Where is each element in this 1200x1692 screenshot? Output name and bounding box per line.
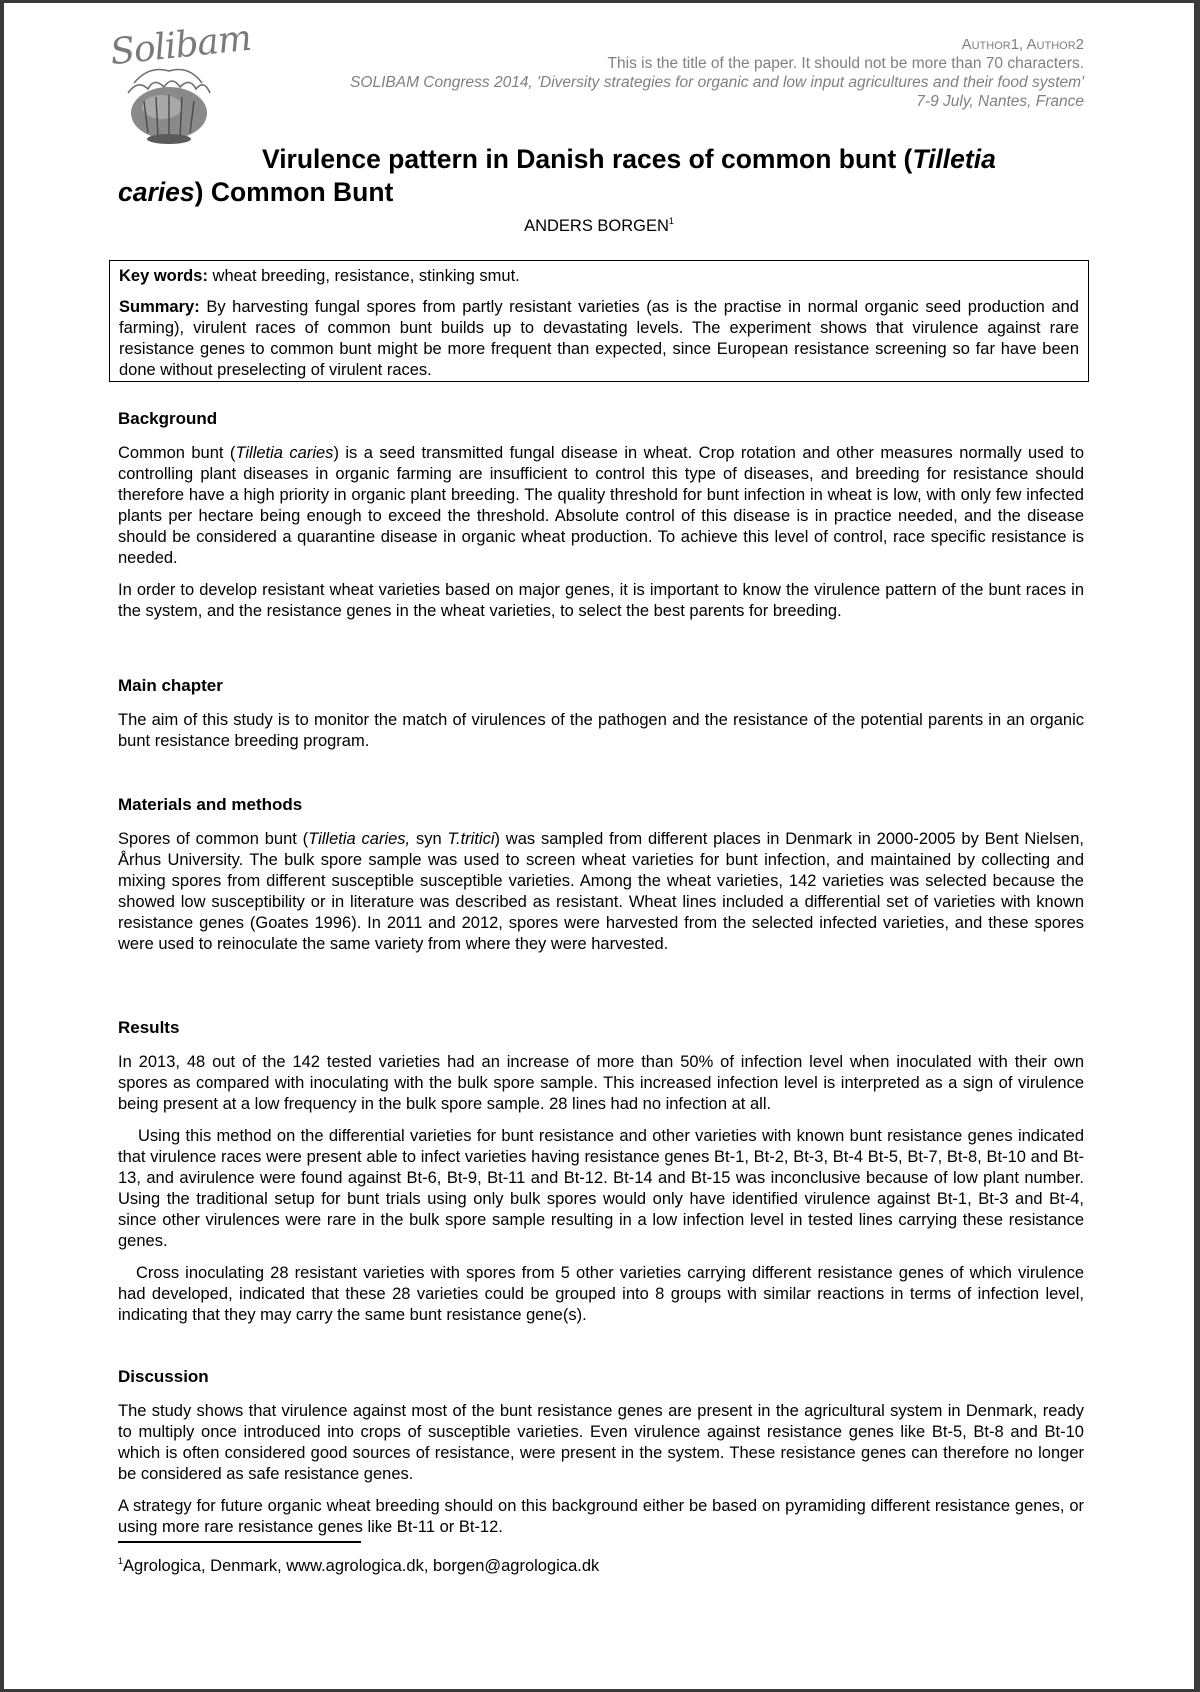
title-text-part2: ) Common Bunt [194, 177, 394, 207]
seed-head-icon [104, 21, 234, 146]
section-heading: Background [118, 409, 218, 428]
species-italic: T.tritici [447, 830, 495, 848]
section-background [118, 409, 1084, 622]
paragraph: The study shows that virulence against most of the bunt resistance genes are present in the agricultural system in Denmark, ready to multiply once introduced into crops of susceptible varieties. Even virulence against resistance genes like Bt-5, Bt-8 and Bt-10 which is often considered good sources of resistance, were present in the system. These resistance genes can therefore no longer be considered as safe resistance genes. [118, 1402, 1084, 1483]
header-date-place: 7-9 July, Nantes, France [916, 93, 1084, 110]
paragraph [118, 443, 1084, 569]
abstract-box [109, 260, 1089, 382]
title-text-part1: Virulence pattern in Danish races of common bunt ( [262, 144, 913, 174]
paper-title [118, 143, 1078, 209]
species-italic: Tilletia caries, [308, 830, 411, 848]
paragraph: In order to develop resistant wheat varieties based on major genes, it is important to know the virulence pattern of the bunt races in the system, and the resistance genes in the wheat varieties, to select the best parents for breeding. [118, 581, 1084, 620]
section-heading: Results [118, 1018, 180, 1037]
running-header [264, 35, 1084, 111]
text-run: ) is a seed transmitted fungal disease in wheat. Crop rotation and other measures normally used to controlling plant diseases in organic farming are insufficient to control this type of diseases, and breeding for resistance should therefore have a high priority in organic plant breeding. The quality threshold for bunt infection in wheat is low, with only few infected plants per hectare being enough to exceed the threshold. Absolute control of this disease is in practice needed, and the disease should be considered a quarantine disease in organic wheat production. To achieve this level of control, race specific resistance is needed. [118, 444, 1085, 567]
section-heading: Materials and methods [118, 795, 303, 814]
paragraph: The aim of this study is to monitor the match of virulences of the pathogen and the resistance of the potential parents in an organic bunt resistance breeding program. [118, 711, 1084, 750]
keywords [110, 266, 1088, 287]
text-run: Common bunt ( [118, 444, 236, 462]
solibam-logo [104, 17, 253, 146]
section-heading: Discussion [118, 1367, 209, 1386]
section-discussion [118, 1367, 1084, 1538]
footnote-text: Agrologica, Denmark, www.agrologica.dk, borgen@agrologica.dk [123, 1557, 600, 1575]
section-results [118, 1018, 1084, 1326]
text-run: Spores of common bunt ( [118, 830, 309, 848]
title-species-italic: Tilletia caries [118, 144, 996, 207]
header-authors: Author1, Author2 [961, 36, 1084, 53]
text-run: syn [410, 830, 448, 848]
author-name: ANDERS BORGEN [524, 217, 669, 235]
author-line [4, 216, 1194, 236]
paragraph [118, 829, 1084, 955]
footnote-divider [118, 1541, 361, 1543]
section-heading: Main chapter [118, 676, 223, 695]
paragraph: A strategy for future organic wheat breeding should on this background either be based on pyramiding different resistance genes, or using more rare resistance genes like Bt-11 or Bt-12. [118, 1497, 1084, 1536]
summary [110, 297, 1088, 381]
section-materials-methods [118, 795, 1084, 955]
summary-text: By harvesting fungal spores from partly resistant varieties (as is the practise in normal organic seed production and farming), virulent races of common bunt builds up to devastating levels. The experiment shows that virulence against rare resistance genes to common bunt might be more frequent than expected, since European resistance screening so far have been done without preselecting of virulent races. [119, 298, 1079, 379]
footnote [118, 1556, 599, 1576]
footnote-marker: 1 [118, 1556, 124, 1566]
logo-wordmark: Solibam [108, 17, 253, 74]
summary-label: Summary: [119, 298, 200, 316]
text-run: ) was sampled from different places in Denmark in 2000-2005 by Bent Nielsen, Århus University. The bulk spore sample was used to screen wheat varieties for bunt infection, and maintained by collecting and mixing spores from different susceptible susceptible varieties. Among the wheat varieties, 142 varieties was selected because the showed low susceptibility or in literature was described as resistant. Wheat lines included a differential set of varieties with known resistance genes (Goates 1996). In 2011 and 2012, spores were harvested from the selected infected varieties, and these spores were used to reinoculate the same variety from where they were harvested. [118, 830, 1084, 953]
author-affiliation-marker: 1 [668, 216, 674, 226]
section-main-chapter [118, 676, 1084, 752]
species-italic: Tilletia caries [235, 444, 334, 462]
keywords-text: wheat breeding, resistance, stinking smut. [207, 267, 520, 285]
paragraph: Using this method on the differential varieties for bunt resistance and other varieties with known bunt resistance genes indicated that virulence races were present able to infect varieties having resistance genes Bt-1, Bt-2, Bt-3, Bt-4 Bt-5, Bt-7, Bt-8, Bt-10 and Bt-13, and avirulence were found against Bt-6, Bt-9, Bt-11 and Bt-12. Bt-14 and Bt-15 was inconclusive because of low plant number. Using the traditional setup for bunt trials using only bulk spores would only have identified virulence against Bt-1, Bt-3 and Bt-4, since other virulences were rare in the bulk spore sample resulting in a low infection level in tested lines carrying these resistance genes. [118, 1127, 1084, 1250]
paragraph: In 2013, 48 out of the 142 tested varieties had an increase of more than 50% of infection level when inoculated with their own spores as compared with inoculating with the bulk spore sample. This increased infection level is interpreted as a sign of virulence being present at a low frequency in the bulk spore sample. 28 lines had no infection at all. [118, 1053, 1084, 1113]
keywords-label: Key words: [119, 267, 208, 285]
header-conference: SOLIBAM Congress 2014, 'Diversity strategies for organic and low input agricultures and their food system' [350, 74, 1084, 91]
header-title-placeholder: This is the title of the paper. It should not be more than 70 characters. [607, 55, 1084, 72]
document-page [4, 3, 1194, 1689]
paragraph: Cross inoculating 28 resistant varieties with spores from 5 other varieties carrying different resistance genes of which virulence had developed, indicated that these 28 varieties could be grouped into 8 groups with similar reactions in terms of infection level, indicating that they may carry the same bunt resistance gene(s). [118, 1264, 1084, 1324]
